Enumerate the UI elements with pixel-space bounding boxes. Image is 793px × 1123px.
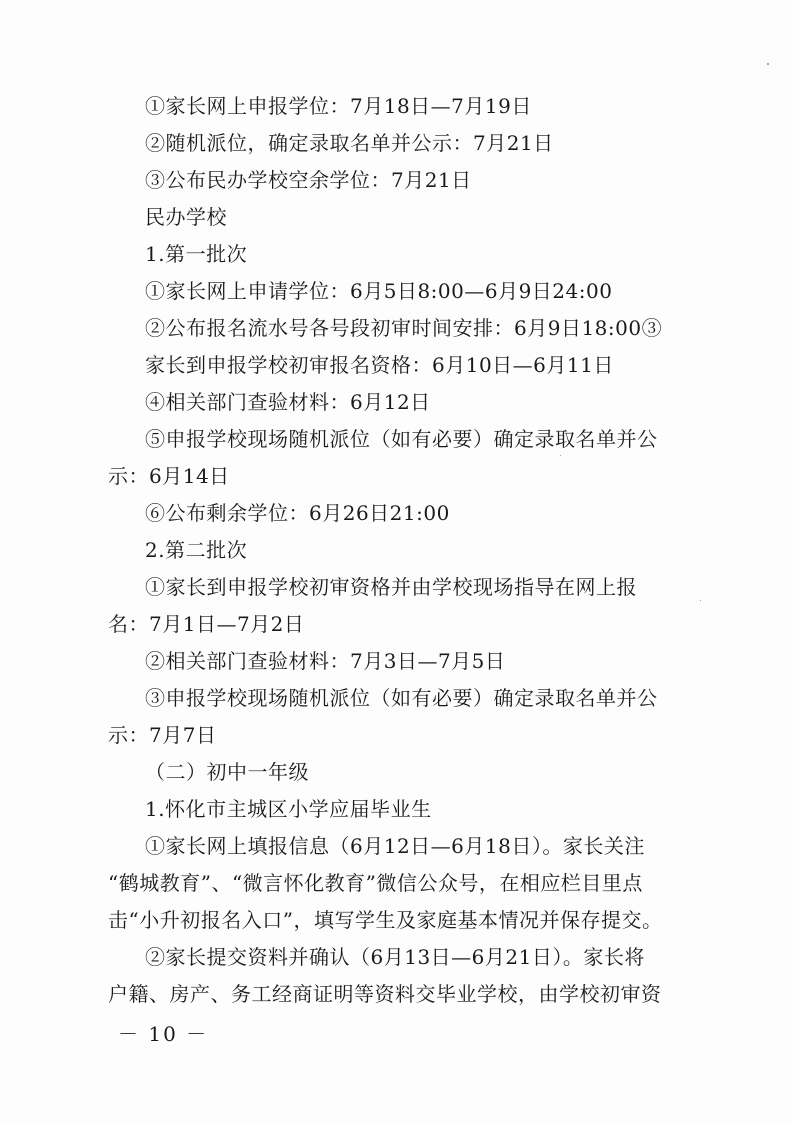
page-number: － 10 － <box>118 1022 209 1046</box>
text-line: 户籍、房产、务工经商证明等资料交毕业学校，由学校初审资 <box>108 982 662 1006</box>
text-line: 名：7月1日—7月2日 <box>108 612 305 636</box>
text-line: ②家长提交资料并确认（6月13日—6月21日）。家长将 <box>145 945 645 969</box>
subsection-heading: 1.怀化市主城区小学应届毕业生 <box>145 797 432 821</box>
section-heading: 民办学校 <box>145 205 227 229</box>
text-line: 示：6月14日 <box>108 464 230 488</box>
text-line: ②随机派位，确定录取名单并公示：7月21日 <box>145 131 554 155</box>
text-line: ②相关部门查验材料：7月3日—7月5日 <box>145 649 506 673</box>
text-line: ②公布报名流水号各号段初审时间安排：6月9日18:00③ <box>145 316 663 340</box>
text-line: ③公布民办学校空余学位：7月21日 <box>145 168 472 192</box>
section-heading: （二）初中一年级 <box>145 760 309 784</box>
scan-speck <box>767 63 769 65</box>
text-line: 家长到申报学校初审报名资格：6月10日—6月11日 <box>145 353 614 377</box>
text-line: ⑤申报学校现场随机派位（如有必要）确定录取名单并公 <box>145 427 658 451</box>
scan-speck <box>700 600 701 601</box>
text-line: 示：7月7日 <box>108 723 217 747</box>
text-line: ①家长网上申请学位：6月5日8:00—6月9日24:00 <box>145 279 613 303</box>
scan-speck <box>560 455 561 456</box>
text-line: 击“小升初报名入口”，填写学生及家庭基本情况并保存提交。 <box>108 908 663 932</box>
subsection-heading: 1.第一批次 <box>145 242 248 266</box>
text-line: ③申报学校现场随机派位（如有必要）确定录取名单并公 <box>145 686 658 710</box>
text-line: “鹤城教育”、“微言怀化教育”微信公众号，在相应栏目里点 <box>108 871 643 895</box>
text-line: ①家长到申报学校初审资格并由学校现场指导在网上报 <box>145 575 637 599</box>
text-line: ④相关部门查验材料：6月12日 <box>145 390 431 414</box>
subsection-heading: 2.第二批次 <box>145 538 248 562</box>
text-line: ①家长网上填报信息（6月12日—6月18日）。家长关注 <box>145 834 645 858</box>
text-line: ⑥公布剩余学位：6月26日21:00 <box>145 501 450 525</box>
text-line: ①家长网上申报学位：7月18日—7月19日 <box>145 94 532 118</box>
